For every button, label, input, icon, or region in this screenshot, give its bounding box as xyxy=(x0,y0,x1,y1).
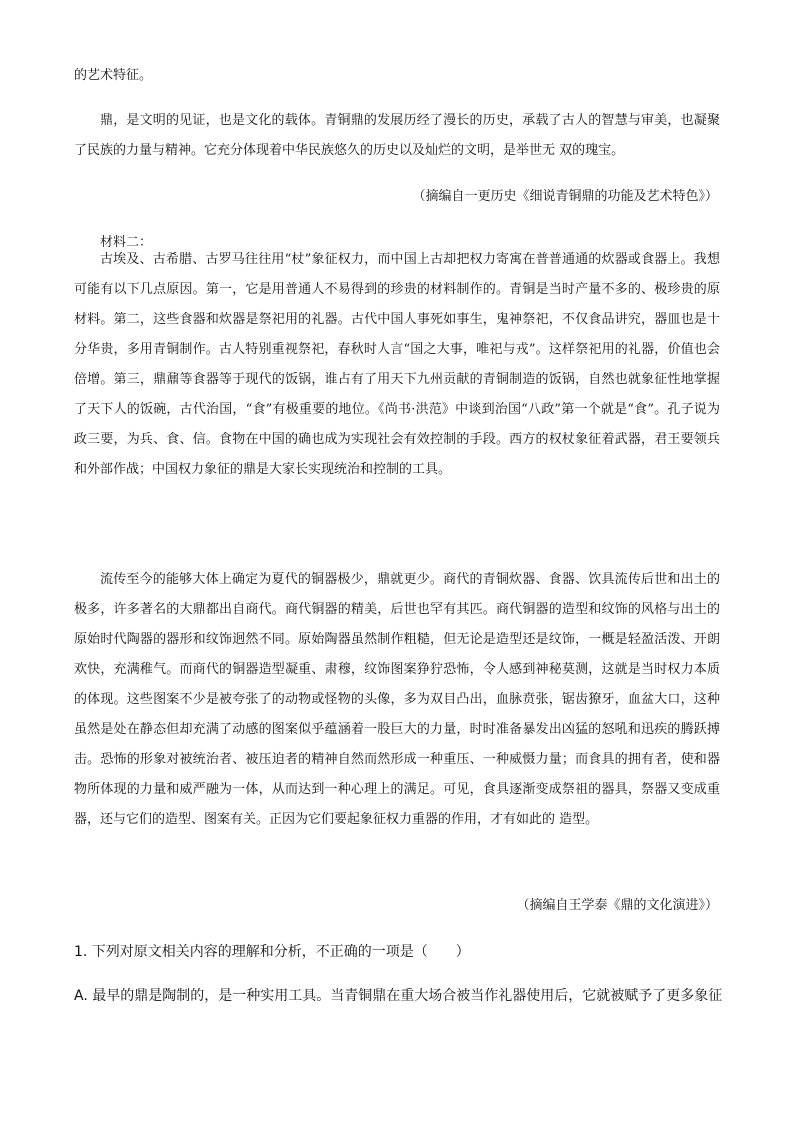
question-1-option-a: A. 最早的鼎是陶制的，是一种实用工具。当青铜鼎在重大场合被当作礼器使用后，它就被赋予了更多象征 xyxy=(74,988,723,1004)
material-two-paragraph-2: 流传至今的能够大体上确定为夏代的铜器极少，鼎就更少。商代的青铜炊器、食器、饮具流传后世和出土的极多，许多著名的大鼎都出自商代。商代铜器的精美，后世也罕有其匹。商代铜器的造型和纹饰的风格与出土的原始时代陶器的器形和纹饰迥然不同。原始陶器虽然制作粗糙，但无论是造型还是纹饰，一概是轻盈活泼、开朗欢快，充满稚气。而商代的铜器造型凝重、肃穆，纹饰图案狰狞恐怖，令人感到神秘莫测，这就是当时权力本质的体现。这些图案不少是被夸张了的动物或怪物的头像，多为双目凸出，血脉贲张，锯齿獠牙，血盆大口，这种虽然是处在静态但却充满了动感的图案似乎蕴涵着一股巨大的力量，时时准备暴发出凶猛的怒吼和迅疾的腾跃搏击。恐怖的形象对被统治者、被压迫者的精神自然而然形成一种重压、一种威慑力量；而食具的拥有者，使和器物所体现的力量和威严融为一体，从而达到一种心理上的满足。可见，食具逐渐变成祭祖的器具，祭器又变成重器，还与它们的造型、图案有关。正因为它们要起象征权力重器的作用，才有如此的 造型。 xyxy=(74,572,720,827)
material-one-source: （摘编自一更历史《细说青铜鼎的功能及艺术特色》） xyxy=(412,189,718,204)
question-1-stem: 1. 下列对原文相关内容的理解和分析，不正确的一项是（ ） xyxy=(74,944,470,960)
material-one-tail-line: 的艺术特征。 xyxy=(74,68,153,83)
material-two-paragraph-1: 古埃及、古希腊、古罗马往往用“杖”象征权力，而中国上古却把权力寄寓在普普通通的炊器或食器上。我想可能有以下几点原因。第一，它是用普通人不易得到的珍贵的材料制作的。青铜是当时产量不多的、极珍贵的原材料。第二，这些食器和炊器是祭祀用的礼器。古代中国人事死如事生，鬼神祭祀，不仅食品讲究，器皿也是十分华贵，多用青铜制作。古人特别重视祭祀，春秋时人言“国之大事，唯祀与戎”。这样祭祀用的礼器，价值也会倍增。第三，鼎鼐等食器等于现代的饭锅，谁占有了用天下九州贡献的青铜制造的饭锅，自然也就象征性地掌握了天下人的饭碗，古代治国，“食”有极重要的地位。《尚书·洪范》中谈到治国“八政”第一个就是“食”。孔子说为政三要，为兵、食、信。食物在中国的确也成为实现社会有效控制的手段。西方的权杖象征着武器，君王要领兵和外部作战；中国权力象征的鼎是大家长实现统治和控制的工具。 xyxy=(74,252,720,477)
material-two-label: 材料二： xyxy=(100,235,153,250)
material-two-source: （摘编自王学泰《鼎的文化演进》） xyxy=(516,898,718,913)
material-one-closing-paragraph: 鼎，是文明的见证，也是文化的载体。青铜鼎的发展历经了漫长的历史，承载了古人的智慧与审美，也凝聚了民族的力量与精神。它充分体现着中华民族悠久的历史以及灿烂的文明，是举世无 双的瑰宝。 xyxy=(74,113,720,158)
